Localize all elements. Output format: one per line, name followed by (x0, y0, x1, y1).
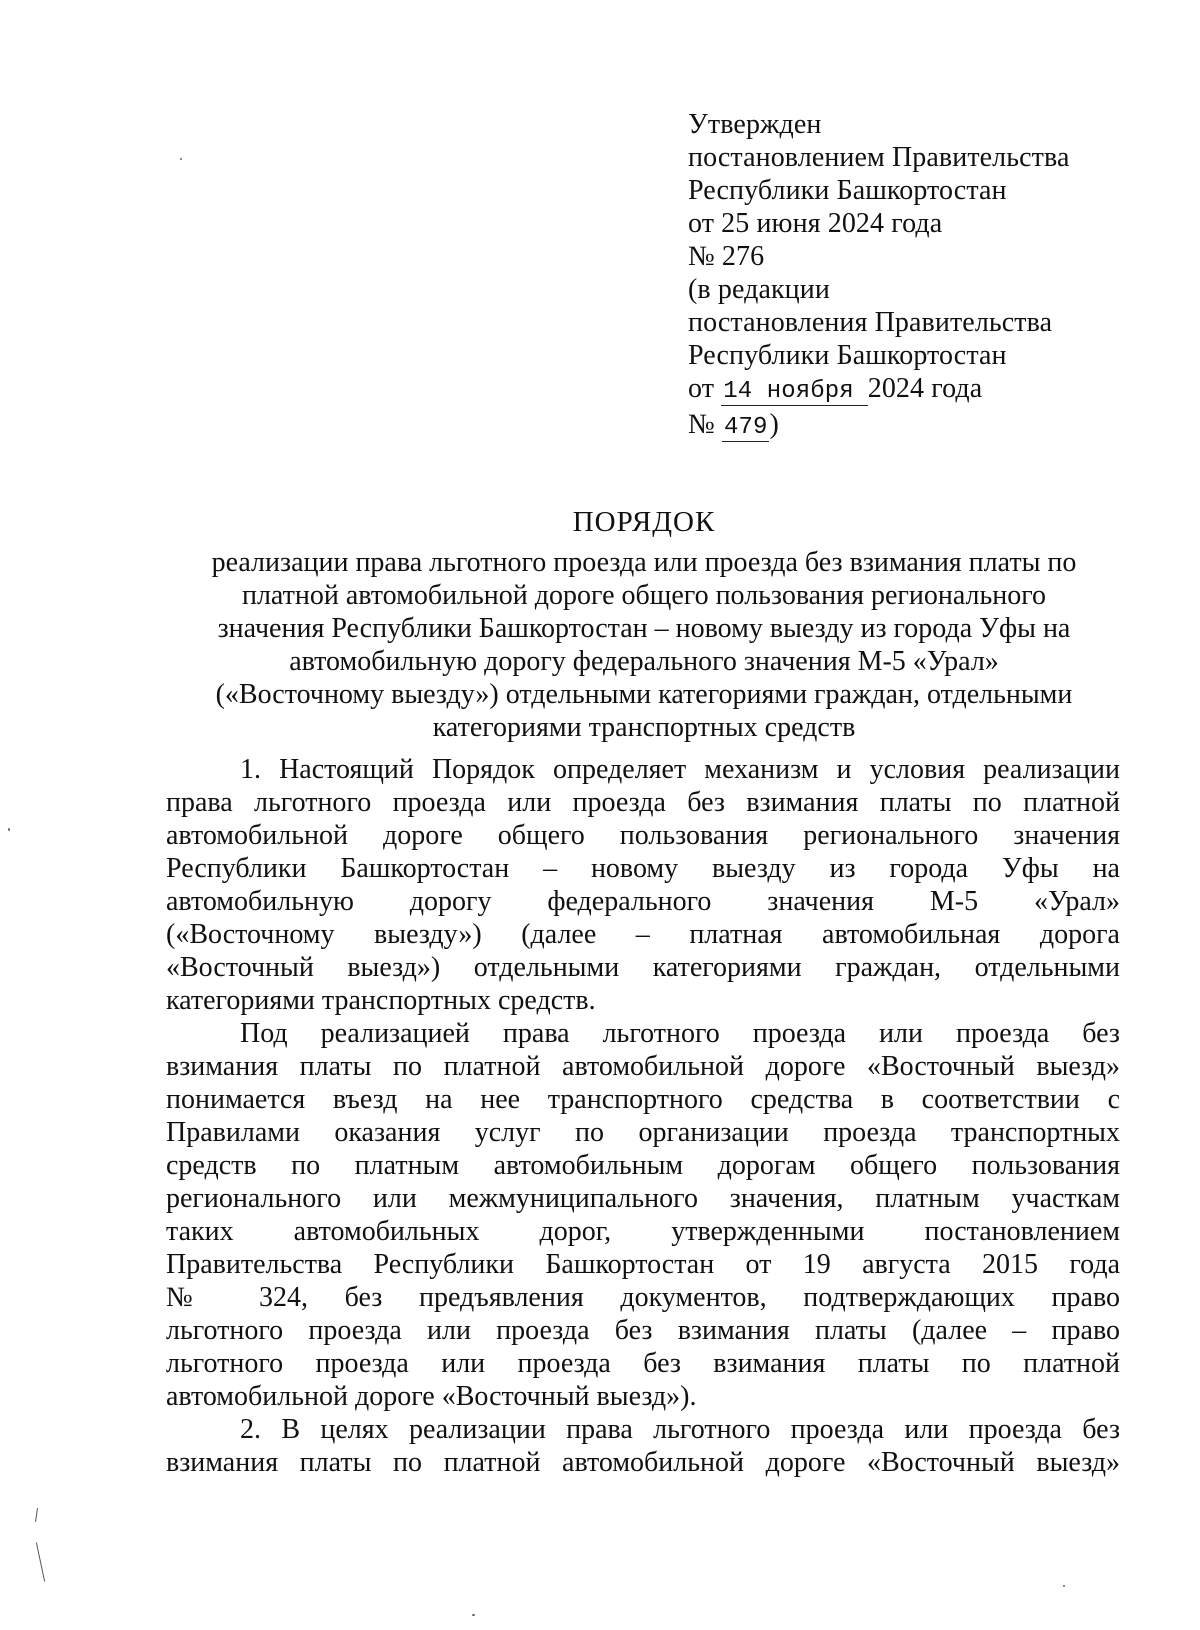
scan-speck (472, 1614, 475, 1616)
approval-line: постановления Правительства (688, 307, 1053, 338)
amendment-date-prefix: от (688, 373, 715, 404)
body-line: льготного проезда или проезда без взимания платы по платной (166, 1348, 1120, 1379)
subtitle-line: платной автомобильной дороге общего пользования регионального (241, 580, 1047, 611)
body-line: понимается въезд на нее транспортного средства в соответствии с (166, 1084, 1120, 1115)
body-line: взимания платы по платной автомобильной дороге «Восточный выезд» (166, 1051, 1120, 1082)
body-line: 2. В целях реализации права льготного проезда или проезда без (240, 1414, 1120, 1445)
amendment-date-line (688, 372, 1148, 408)
body-line: Под реализацией права льготного проезда или проезда без (240, 1018, 1120, 1049)
body-line: автомобильной дороге «Восточный выезд»). (166, 1381, 697, 1412)
scan-speck (180, 158, 182, 160)
subtitle-line: автомобильную дорогу федерального значения М-5 «Урал» (289, 646, 999, 677)
body-line: № 324, без предъявления документов, подтверждающих право (166, 1282, 1120, 1313)
approval-line: (в редакции (688, 274, 830, 305)
body-line: таких автомобильных дорог, утвержденными постановлением (166, 1216, 1120, 1247)
approval-line: № 276 (688, 241, 765, 272)
body-line: регионального или межмуниципального значения, платным участкам (166, 1183, 1120, 1214)
scan-speck (8, 828, 10, 831)
subtitle-line: значения Республики Башкортостан – новому выезду из города Уфы на (217, 613, 1071, 644)
body-line: права льготного проезда или проезда без взимания платы по платной (166, 787, 1120, 818)
document-title: ПОРЯДОК (572, 506, 716, 538)
approval-stamp-block (688, 108, 1148, 444)
approval-line: Утвержден (688, 109, 822, 140)
amendment-number-prefix: № (688, 409, 715, 440)
scan-mark (35, 1508, 38, 1522)
body-line: («Восточному выезду») (далее – платная автомобильная дорога (166, 919, 1120, 950)
body-line: «Восточный выезд») отдельными категориями граждан, отдельными (166, 952, 1120, 983)
body-line: Правилами оказания услуг по организации проезда транспортных (166, 1117, 1120, 1148)
body-line: средств по платным автомобильным дорогам общего пользования (166, 1150, 1120, 1181)
body-line: льготного проезда или проезда без взимания платы (далее – право (166, 1315, 1120, 1346)
approval-line: постановлением Правительства (688, 142, 1070, 173)
body-line: 1. Настоящий Порядок определяет механизм и условия реализации (240, 754, 1120, 785)
document-subtitle (168, 546, 1120, 744)
amendment-number-line (688, 408, 1148, 444)
approval-line: от 25 июня 2024 года (688, 208, 943, 239)
body-line: взимания платы по платной автомобильной дороге «Восточный выезд» (166, 1447, 1120, 1478)
subtitle-line: категориями транспортных средств (432, 712, 856, 743)
body-line: автомобильной дороге общего пользования регионального значения (166, 820, 1120, 851)
body-line: Республики Башкортостан – новому выезду из города Уфы на (166, 853, 1120, 884)
approval-line: Республики Башкортостан (688, 175, 1007, 206)
scan-mark (36, 1542, 45, 1581)
document-body (166, 753, 1120, 1479)
body-line: Правительства Республики Башкортостан от 19 августа 2015 года (166, 1249, 1120, 1280)
scan-speck (1063, 1585, 1065, 1587)
amendment-date-suffix: 2024 года (867, 373, 983, 404)
approval-line: Республики Башкортостан (688, 340, 1007, 371)
subtitle-line: («Восточному выезду») отдельными категориями граждан, отдельными (215, 679, 1073, 710)
subtitle-line: реализации права льготного проезда или проезда без взимания платы по (211, 547, 1077, 578)
amendment-date-filled: 14 ноября (721, 378, 868, 406)
amendment-number-filled: 479 (723, 414, 768, 441)
body-line: автомобильную дорогу федерального значения М-5 «Урал» (166, 886, 1120, 917)
amendment-number-suffix: ) (769, 409, 779, 440)
body-line: категориями транспортных средств. (166, 985, 596, 1016)
